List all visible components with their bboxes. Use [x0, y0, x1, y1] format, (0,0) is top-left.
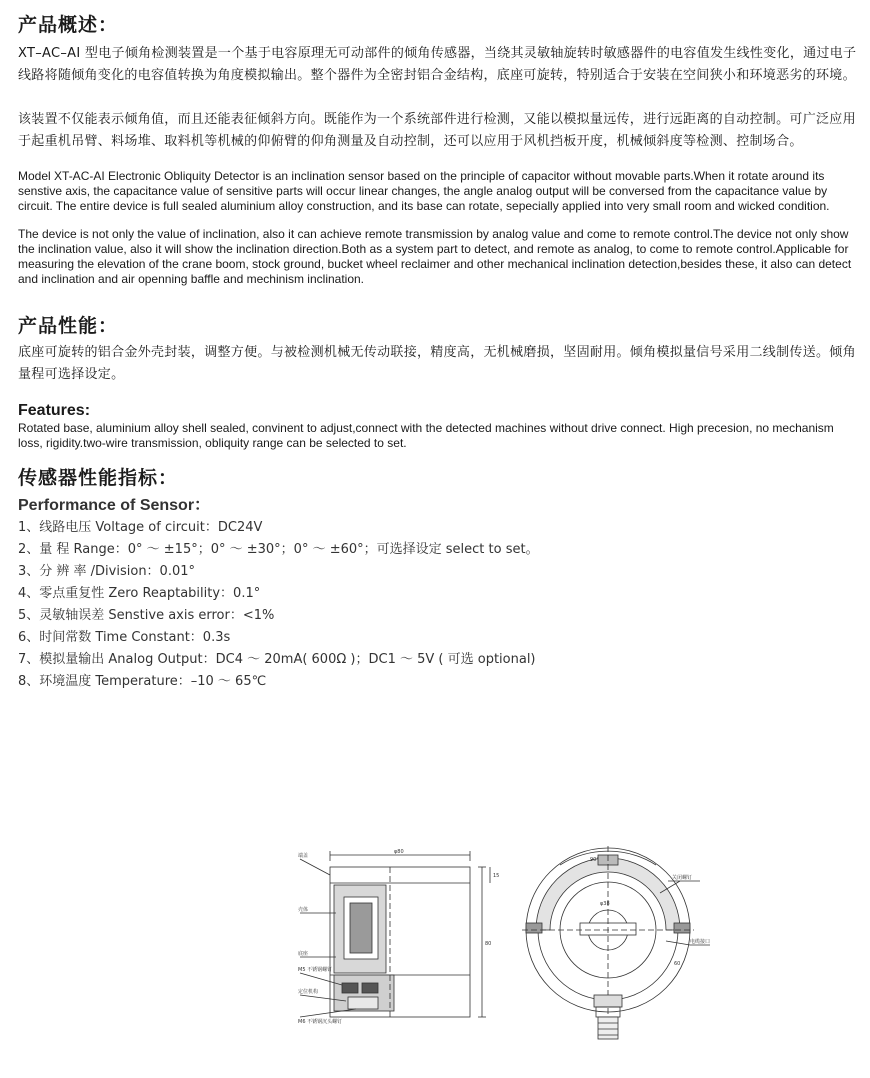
features-heading: Features: — [18, 402, 91, 419]
performance-heading: 产品性能： — [18, 315, 119, 337]
technical-drawings — [290, 845, 720, 1045]
label-positioning: 定位机构 — [298, 989, 319, 995]
overview-heading: 产品概述： — [18, 14, 119, 36]
label-shell: 壳体 — [298, 907, 309, 913]
spec-item: 3、分 辨 率 /Division：0.01° — [18, 564, 195, 579]
dim-diameter-38: φ38 — [600, 901, 610, 907]
specs-subheading: Performance of Sensor： — [18, 497, 211, 514]
overview-cn-paragraph-2: 该装置不仅能表示倾角值，而且还能表征倾斜方向。既能作为一个系统部件进行检测，又能以模拟量远传，进行远距离的自动控制。可广泛应用于起重机吊臂、料场堆、取料机等机械的仰俯臂的仰角测量及自动控制，还可以应用于风机挡板开度，机械倾斜度等检测、控制场合。 — [18, 112, 856, 149]
label-close-screw: 关闭螺钉 — [672, 875, 693, 881]
label-m5-screw: M5 不锈钢螺钉 — [298, 967, 333, 973]
dim-angle-90: 90° — [590, 857, 599, 863]
spec-list — [18, 517, 858, 693]
spec-item: 2、量 程 Range：0° ～ ±15°；0° ～ ±30°；0° ～ ±60°；可选择设定 select to set。 — [18, 542, 539, 557]
spec-item: 6、时间常数 Time Constant：0.3s — [18, 630, 231, 645]
sensor-drawings-svg — [290, 845, 720, 1045]
dim-diameter-80: φ80 — [394, 849, 404, 855]
section-view-drawing — [300, 851, 490, 1017]
document-page — [18, 10, 858, 693]
label-cable-port: 电缆接口 — [690, 939, 711, 945]
dim-60: 60 — [674, 961, 681, 967]
dim-15: 15 — [493, 873, 500, 879]
features-text: Rotated base, aluminium alloy shell sealed, convinent to adjust,connect with the detected machines without drive connect. High precesion, no mechanism loss, rigidity.two-wire transmission, obliquity range can be selected to set. — [18, 421, 834, 450]
spec-item: 1、线路电压 Voltage of circuit：DC24V — [18, 520, 263, 535]
label-base: 底座 — [298, 951, 309, 957]
label-cover: 端盖 — [298, 853, 309, 859]
overview-en-paragraph-1: Model XT-AC-AI Electronic Obliquity Detector is an inclination sensor based on the principle of capacitor without movable parts.When it rotate around its senstive axis, the capacitance value of sensitive parts will occur linear changes, the angle analog output will be conversed from the capacitance value by circuit. The entire device is full sealed aluminium alloy construction, and its base can rotate, sepecially applied into very small room and wicked condition. — [18, 169, 830, 213]
spec-item: 8、环境温度 Temperature：–10 ～ 65℃ — [18, 674, 267, 689]
specs-heading: 传感器性能指标： — [18, 467, 179, 489]
spec-item: 7、模拟量输出 Analog Output：DC4 ～ 20mA( 600Ω )；DC1 ～ 5V ( 可选 optional) — [18, 652, 536, 667]
overview-en-paragraph-2: The device is not only the value of inclination, also it can achieve remote transmission by analog value and come to remote control.The device not only show the inclination value, also it will show the inclination direction.Both as a system part to detect, and remote as analog, to come to remote control.Applicable for measuring the elevation of the crane boom, stock ground, bucket wheel reclaimer and other mechanical inclination detection,besides these, it also can detect and inclination and air openning baffle and mechinism inclination. — [18, 227, 852, 286]
label-m6-screw: M6 不锈钢沉头螺钉 — [298, 1019, 343, 1025]
performance-cn-paragraph: 底座可旋转的铝合金外壳封装，调整方便。与被检测机械无传动联接，精度高，无机械磨损，坚固耐用。倾角模拟量信号采用二线制传送。倾角量程可选择设定。 — [18, 345, 856, 382]
dim-80: 80 — [485, 941, 492, 947]
spec-item: 5、灵敏轴误差 Senstive axis error：<1% — [18, 608, 275, 623]
overview-cn-paragraph-1: XT–AC–AI 型电子倾角检测装置是一个基于电容原理无可动部件的倾角传感器，当绕其灵敏轴旋转时敏感器件的电容值发生线性变化，通过电子线路将随倾角变化的电容值转换为角度模拟输出。整个器件为全密封铝合金结构，底座可旋转，特别适合于安装在空间狭小和环境恶劣的环境。 — [18, 46, 857, 83]
spec-item: 4、零点重复性 Zero Reaptability：0.1° — [18, 586, 261, 601]
